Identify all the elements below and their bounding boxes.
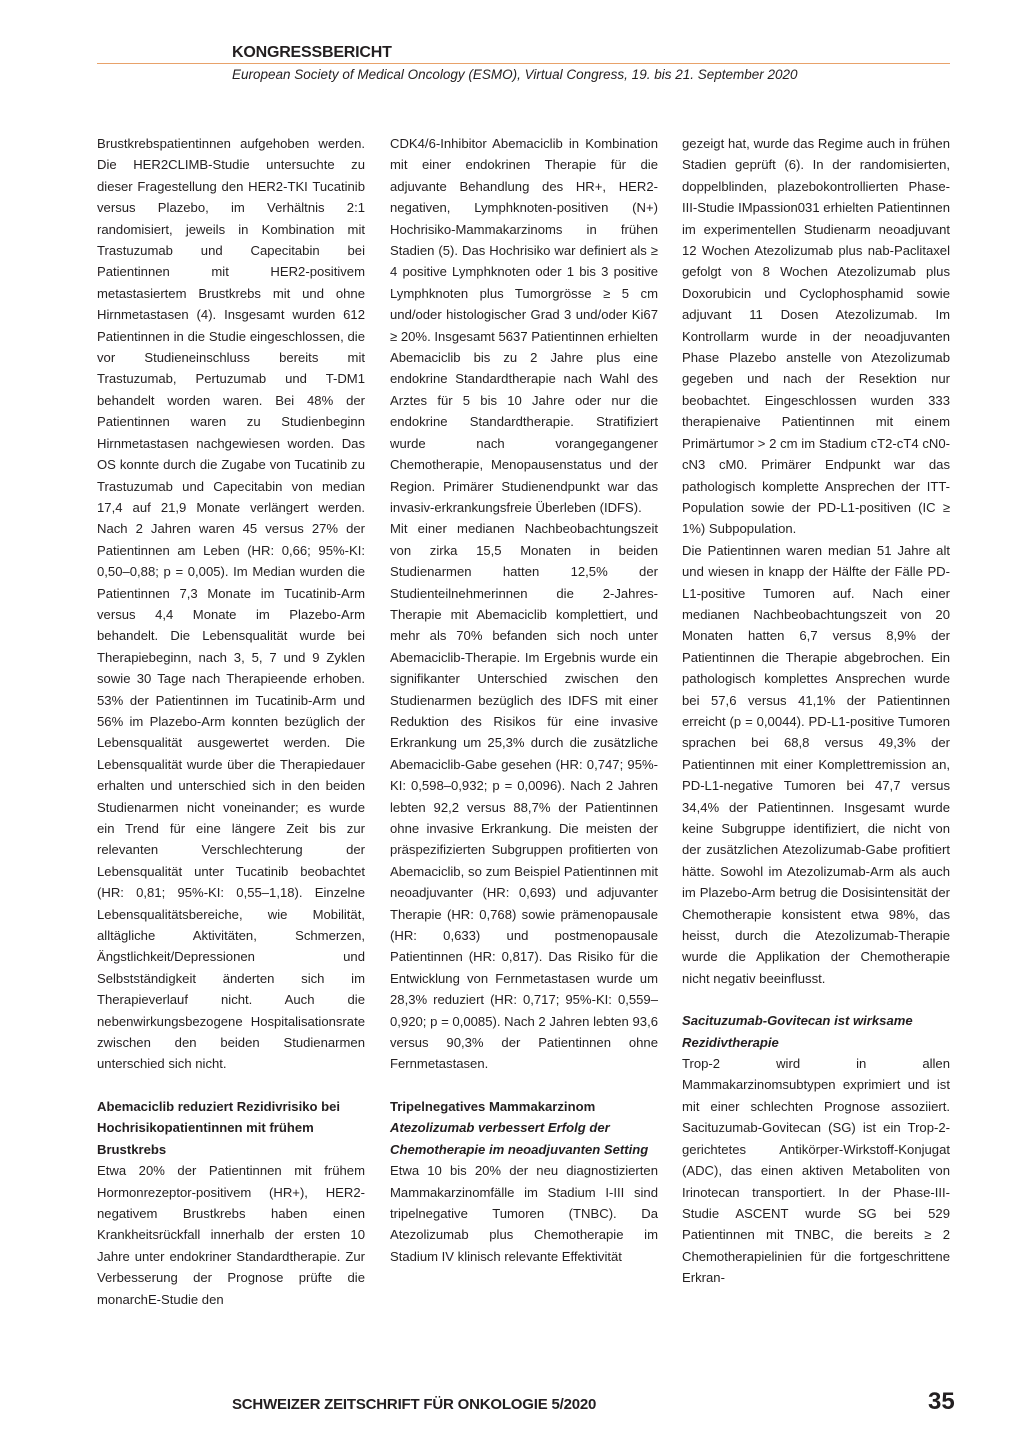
paragraph: Trop-2 wird in allen Mammakarzinomsubtypen exprimiert und ist mit einer schlechten Prognose assoziiert. Sacituzumab-Govitecan (SG) ist ein Trop-2-gerichtetes Antikörper-Wirkstoff-Konjugat (ADC), das einen aktiven Metaboliten von Irinotecan transportiert. In der Phase-III-Studie ASCENT wurde SG bei 529 Patientinnen mit TNBC, die bereits ≥ 2 Chemotherapielinien für die fortgeschrittene Erkran- (682, 1056, 950, 1286)
page-number: 35 (928, 1388, 955, 1415)
text-column-2 (390, 133, 658, 1267)
congress-subtitle: European Society of Medical Oncology (ESMO), Virtual Congress, 19. bis 21. September 2020 (232, 67, 798, 82)
journal-name: SCHWEIZER ZEITSCHRIFT FÜR ONKOLOGIE 5/2020 (232, 1396, 597, 1413)
text-column-3 (682, 133, 950, 1289)
section-heading: Tripelnegatives Mammakarzinom (390, 1098, 596, 1114)
paragraph: Brustkrebspatientinnen aufgehoben werden. Die HER2CLIMB-Studie untersuchte zu dieser Fragestellung den HER2-TKI Tucatinib versus Plazebo, im Verhältnis 2:1 randomisiert, jeweils in Kombination mit Trastuzumab und Capecitabin bei Patientinnen mit HER2-positivem metastasiertem Brustkrebs mit und ohne Hirnmetastasen (4). Insgesamt wurden 612 Patientinnen in die Studie eingeschlossen, die vor Studieneinschluss bereits mit Trastuzumab, Pertuzumab und T-DM1 behandelt worden waren. Bei 48% der Patientinnen waren zu Studienbeginn Hirnmetastasen nachgewiesen worden. Das OS konnte durch die Zugabe von Tucatinib zu Trastuzumab und Capecitabin von median 17,4 auf 21,9 Monate verlängert werden. Nach 2 Jahren waren 45 versus 27% der Patientinnen am Leben (HR: 0,66; 95%-KI: 0,50–0,88; p = 0,005). Im Median wurden die Patientinnen 7,3 Monate im Tucatinib-Arm versus 4,4 Monate im Plazebo-Arm behandelt. Die Lebensqualität wurde bei Therapiebeginn, nach 3, 5, 7 und 9 Zyklen sowie 30 Tage nach Therapieende erhoben. 53% der Patientinnen im Tucatinib-Arm und 56% im Plazebo-Arm konnten bezüglich der Lebensqualität ausgewertet werden. Die Lebensqualität wurde über die Therapiedauer erhalten und unterschied sich in den beiden Studienarmen nicht voneinander; es wurde ein Trend für eine längere Zeit bis zur relevanten Verschlechterung der Lebensqualität unter Tucatinib beobachtet (HR: 0,81; 95%-KI: 0,55–1,18). Einzelne Lebensqualitätsbereiche, wie Mobilität, alltägliche Aktivitäten, Schmerzen, Ängstlichkeit/Depressionen und Selbstständigkeit änderten sich im Therapieverlauf nicht. Auch die nebenwirkungsbezogene Hospitalisationsrate zwischen den beiden Studienarmen unterschied sich nicht. (97, 136, 365, 1072)
section-title: KONGRESSBERICHT (232, 44, 392, 61)
paragraph: gezeigt hat, wurde das Regime auch in frühen Stadien geprüft (6). In der randomisierten, doppelblinden, plazebokontrollierten Phase-III-Studie IMpassion031 erhielten Patientinnen im experimentellen Studienarm neoadjuvant 12 Wochen Atezolizumab plus nab-Paclitaxel gefolgt von 8 Wochen Atezolizumab plus Doxorubicin und Cyclophosphamid sowie adjuvant 11 Dosen Atezolizumab. Im Kontrollarm wurde in der neoadjuvanten Phase Plazebo anstelle von Atezolizumab gegeben und nach der Resektion nur beobachtet. Eingeschlossen wurden 333 therapienaive Patientinnen mit einem Primärtumor > 2 cm im Stadium cT2-cT4 cN0-cN3 cM0. Primärer Endpunkt war das pathologisch komplette Ansprechen der ITT-Population sowie der PD-L1-positiven (IC ≥ 1%) Subpopulation. (682, 136, 950, 537)
paragraph: CDK4/6-Inhibitor Abemaciclib in Kombination mit einer endokrinen Therapie für die adjuvante Behandlung des HR+, HER2-negativen, Lymphknoten-positiven (N+) Hochrisiko-Mammakarzinoms in frühen Stadien (5). Das Hochrisiko war definiert als ≥ 4 positive Lymphknoten oder 1 bis 3 positive Lymphknoten plus Tumorgrösse ≥ 5 cm und/oder histologischer Grad 3 und/oder Ki67 ≥ 20%. Insgesamt 5637 Patientinnen erhielten Abemaciclib bis zu 2 Jahre plus eine endokrine Standardtherapie nach Wahl des Arztes für 5 bis 10 Jahre oder nur die endokrine Standardtherapie. Stratifiziert wurde nach vorangegangener Chemotherapie, Menopausenstatus und der Region. Primärer Studienendpunkt war das invasiv-erkrankungsfreie Überleben (IDFS). (390, 136, 658, 515)
section-subheading: Atezolizumab verbessert Erfolg der Chemotherapie im neoadjuvanten Setting (390, 1120, 649, 1157)
paragraph: Mit einer medianen Nachbeobachtungszeit von zirka 15,5 Monaten in beiden Studienarmen hatten 12,5% der Studienteilnehmerinnen die 2-Jahres-Therapie mit Abemaciclib komplettiert, und mehr als 70% befanden sich noch unter Abemaciclib-Therapie. Im Ergebnis wurde ein signifikanter Unterschied zwischen den Studienarmen bezüglich des IDFS mit einer Reduktion des Risikos für eine invasive Erkrankung um 25,3% durch die zusätzliche Abemaciclib-Gabe gesehen (HR: 0,747; 95%-KI: 0,598–0,932; p = 0,0096). Nach 2 Jahren lebten 92,2 versus 88,7% der Patientinnen ohne invasive Erkrankung. Die meisten der präspezifizierten Subgruppen profitierten von Abemaciclib, so zum Beispiel Patientinnen mit neoadjuvanter (HR: 0,693) und adjuvanter Therapie (HR: 0,768) sowie prämenopausale (HR: 0,633) und postmenopausale Patientinnen (HR: 0,817). Das Risiko für die Entwicklung von Fernmetastasen wurde um 28,3% reduziert (HR: 0,717; 95%-KI: 0,559–0,920; p = 0,0085). Nach 2 Jahren lebten 93,6 versus 90,3% der Patientinnen ohne Fernmetastasen. (390, 521, 658, 1072)
text-column-1 (97, 133, 365, 1310)
paragraph: Etwa 10 bis 20% der neu diagnostizierten Mammakarzinomfälle im Stadium I-III sind tripelnegative Tumoren (TNBC). Da Atezolizumab plus Chemotherapie im Stadium IV klinisch relevante Effektivität (390, 1163, 658, 1264)
section-subheading: Sacituzumab-Govitecan ist wirksame Rezidivtherapie (682, 1013, 913, 1050)
paragraph: Die Patientinnen waren median 51 Jahre alt und wiesen in knapp der Hälfte der Fälle PD-L1-positive Tumoren auf. Nach einer medianen Nachbeobachtungszeit von 20 Monaten hatten 6,7 versus 8,9% der Patientinnen die Therapie abgebrochen. Ein pathologisch komplettes Ansprechen wurde bei 57,6 versus 41,1% der Patientinnen erreicht (p = 0,0044). PD-L1-positive Tumoren sprachen bei 68,8 versus 49,3% der Patientinnen mit einer Komplettremission an, PD-L1-negative Tumoren bei 47,7 versus 34,4% der Patientinnen. Insgesamt wurde keine Subgruppe identifiziert, die nicht von der zusätzlichen Atezolizumab-Gabe profitiert hätte. Sowohl im Atezolizumab-Arm als auch im Plazebo-Arm betrug die Dosisintensität der Chemotherapie konsistent etwa 98%, das heisst, durch die Atezolizumab-Therapie wurde die Applikation der Chemotherapie nicht negativ beeinflusst. (682, 542, 950, 986)
paragraph: Etwa 20% der Patientinnen mit frühem Hormonrezeptor-positivem (HR+), HER2-negativem Brustkrebs haben einen Krankheitsrückfall innerhalb der ersten 10 Jahre unter endokriner Standardtherapie. Zur Verbesserung der Prognose prüfte die monarchE-Studie den (97, 1163, 365, 1307)
section-heading: Abemaciclib reduziert Rezidivrisiko bei Hochrisikopatientinnen mit frühem Brustkrebs (97, 1098, 341, 1157)
header-divider (97, 63, 950, 64)
